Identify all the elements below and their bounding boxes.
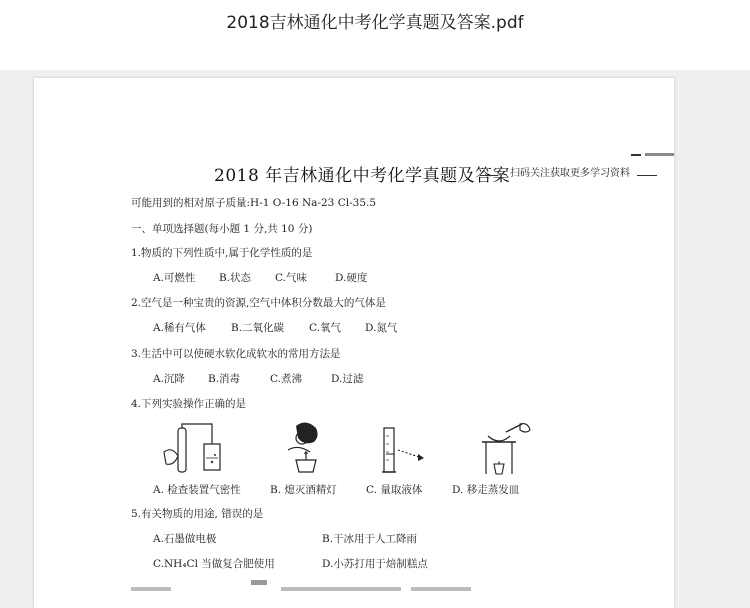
figure-label-a: A. 检查装置气密性 xyxy=(153,484,241,496)
document-title: 2018 年吉林通化中考化学真题及答案 xyxy=(214,166,511,186)
question-4: 4.下列实验操作正确的是 xyxy=(131,398,247,410)
question-1: 1.物质的下列性质中,属于化学性质的是 xyxy=(131,247,313,259)
alcohol-lamp-figure xyxy=(282,420,338,478)
option-2a: A.稀有气体 xyxy=(153,322,206,334)
cut-off-next-line xyxy=(131,580,471,592)
corner-mark-icon xyxy=(631,151,674,159)
option-1b: B.状态 xyxy=(219,272,252,284)
airtightness-test-figure xyxy=(160,422,230,480)
option-3d: D.过滤 xyxy=(331,373,364,385)
option-2c: C.氧气 xyxy=(309,322,341,334)
option-3a: A.沉降 xyxy=(153,373,185,385)
figure-label-c: C. 量取液体 xyxy=(366,484,423,496)
section-heading: 一、单项选择题(每小题 1 分,共 10 分) xyxy=(131,223,313,235)
option-3c: C.煮沸 xyxy=(270,373,302,385)
pdf-page xyxy=(34,78,674,608)
question-5: 5.有关物质的用途, 错误的是 xyxy=(131,508,264,520)
question-3: 3.生活中可以使硬水软化成软水的常用方法是 xyxy=(131,348,341,360)
option-5a: A.石墨做电极 xyxy=(153,533,217,545)
viewer-toolbar xyxy=(0,0,750,70)
figure-label-b: B. 熄灭酒精灯 xyxy=(270,484,337,496)
file-title: 2018吉林通化中考化学真题及答案.pdf xyxy=(226,13,524,33)
evaporating-dish-figure xyxy=(476,422,536,478)
qr-note: 扫码关注获取更多学习资料 xyxy=(510,168,630,179)
option-1c: C.气味 xyxy=(275,272,307,284)
atomic-mass-line: 可能用到的相对原子质量:H-1 O-16 Na-23 Cl-35.5 xyxy=(131,197,377,209)
divider xyxy=(480,175,498,176)
option-1a: A.可燃性 xyxy=(153,272,196,284)
question-2: 2.空气是一种宝贵的资源,空气中体积分数最大的气体是 xyxy=(131,297,386,309)
option-5d: D.小苏打用于焙制糕点 xyxy=(322,558,428,570)
option-5c: C.NH₄Cl 当做复合肥使用 xyxy=(153,558,275,570)
option-1d: D.硬度 xyxy=(335,272,368,284)
measuring-cylinder-figure xyxy=(378,426,432,478)
option-5b: B.干冰用于人工降雨 xyxy=(322,533,418,545)
option-2d: D.氮气 xyxy=(365,322,398,334)
option-3b: B.消毒 xyxy=(208,373,241,385)
figure-label-d: D. 移走蒸发皿 xyxy=(452,484,520,496)
option-2b: B.二氧化碳 xyxy=(231,322,285,334)
divider xyxy=(637,175,657,176)
